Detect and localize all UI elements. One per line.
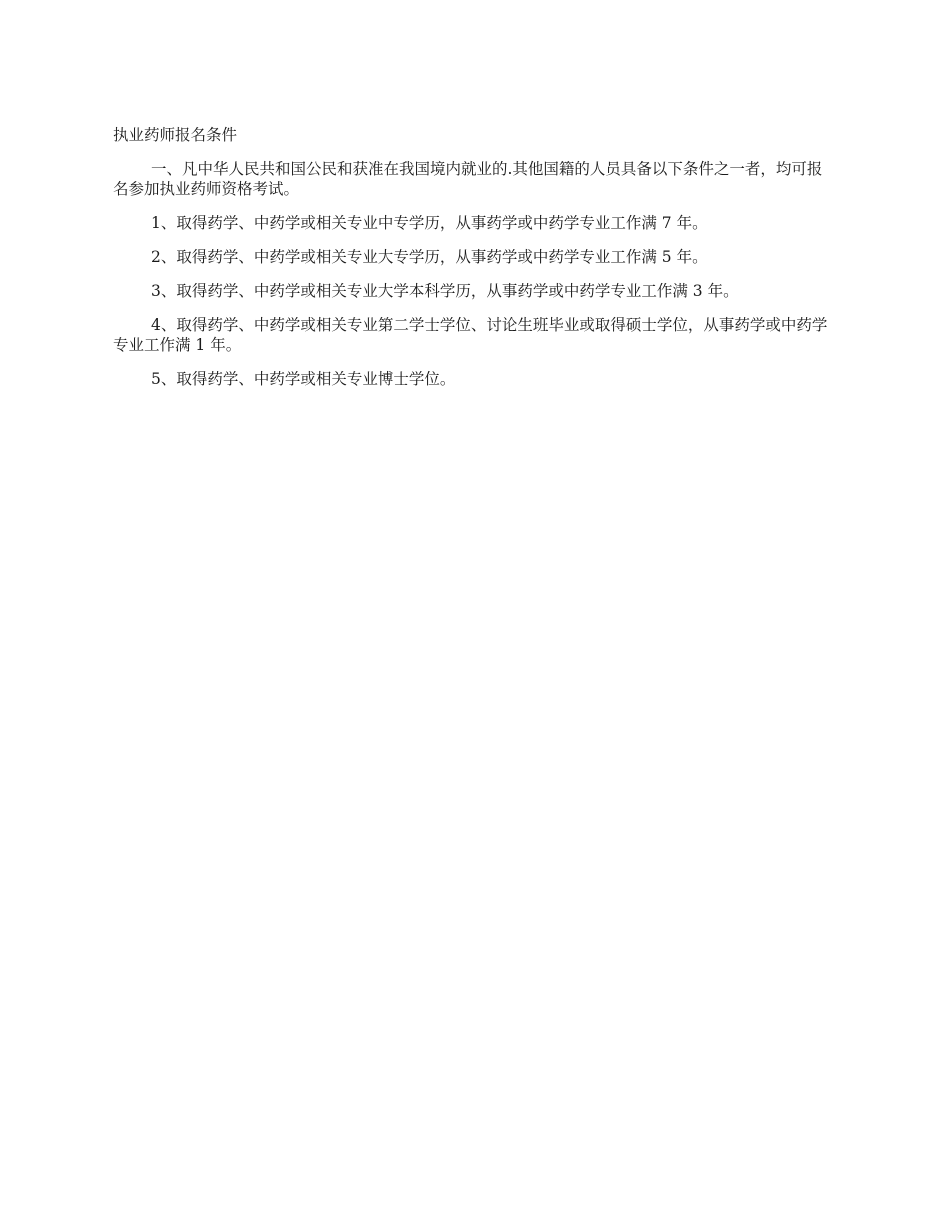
- paragraph-intro: 一、凡中华人民共和国公民和获准在我国境内就业的.其他国籍的人员具备以下条件之一者，均可报名参加执业药师资格考试。: [113, 160, 823, 198]
- paragraph-condition-5: 5、取得药学、中药学或相关专业博士学位。: [151, 370, 456, 388]
- document-title: 执业药师报名条件: [113, 126, 238, 144]
- paragraph-condition-4: 4、取得药学、中药学或相关专业第二学士学位、讨论生班毕业或取得硕士学位，从事药学或中药学专业工作满 1 年。: [113, 316, 828, 354]
- paragraph-condition-1: 1、取得药学、中药学或相关专业中专学历，从事药学或中药学专业工作满 7 年。: [151, 214, 708, 232]
- paragraph-condition-2: 2、取得药学、中药学或相关专业大专学历，从事药学或中药学专业工作满 5 年。: [151, 248, 708, 266]
- document-body: [113, 125, 833, 403]
- paragraph-condition-3: 3、取得药学、中药学或相关专业大学本科学历，从事药学或中药学专业工作满 3 年。: [151, 282, 739, 300]
